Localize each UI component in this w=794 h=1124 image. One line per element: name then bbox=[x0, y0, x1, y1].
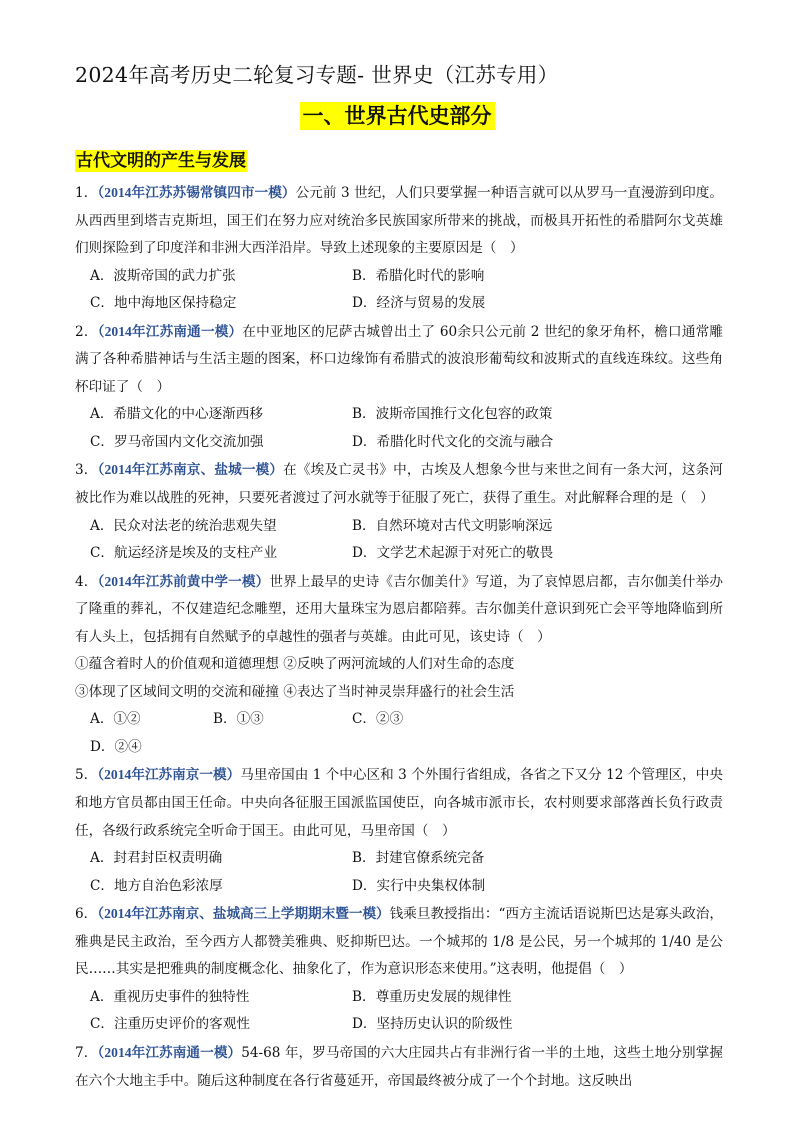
question-stem bbox=[75, 318, 723, 402]
answer-option[interactable]: D．实行中央集权体制 bbox=[352, 877, 486, 894]
answer-option[interactable]: A．重视历史事件的独特性 bbox=[90, 988, 250, 1005]
question-number: 2． bbox=[75, 323, 98, 340]
question bbox=[75, 456, 723, 567]
answer-options bbox=[75, 263, 723, 318]
document-title: 2024年高考历史二轮复习专题- 世界史（江苏专用） bbox=[75, 63, 559, 87]
question-stem bbox=[75, 761, 723, 845]
question-text: 世界上最早的史诗《吉尔伽美什》写道，为了哀悼恩启都，吉尔伽美什举办了隆重的葬礼，不仅建造纪念雕塑，还用大量珠宝为恩启都陪葬。吉尔伽美什意识到死亡会平等地降临到所有人头上，包括拥有自然赋予的卓越性的强者与英雄。由此可见，该史诗（ ） bbox=[75, 573, 723, 645]
question-source: （2014年江苏南通一模） bbox=[97, 1044, 242, 1060]
answer-options bbox=[75, 845, 723, 900]
answer-option[interactable]: B．尊重历史发展的规律性 bbox=[352, 988, 512, 1005]
question-number: 6． bbox=[75, 906, 98, 923]
statement: ①蕴含着时人的价值观和道德理想 ②反映了两河流域的人们对生命的态度 bbox=[75, 656, 515, 673]
question-source: （2014年江苏南京、盐城一模） bbox=[97, 462, 284, 478]
answer-option[interactable]: D．经济与贸易的发展 bbox=[352, 295, 486, 312]
answer-option[interactable]: D．坚持历史认识的阶级性 bbox=[352, 1016, 513, 1033]
question-text: 公元前 3 世纪，人们只要掌握一种语言就可以从罗马一直漫游到印度。从西西里到塔吉克斯坦，国王们在努力应对统治多民族国家所带来的挑战，而极具开拓性的希腊阿尔戈英雄们则探险到了印度洋和非洲大西洋沿岸。导致上述现象的主要原因是（ ） bbox=[75, 185, 724, 257]
question-stem bbox=[75, 179, 723, 263]
answer-option[interactable]: C．航运经济是埃及的支柱产业 bbox=[90, 545, 278, 562]
question-source: （2014年江苏前黄中学一模） bbox=[97, 573, 270, 589]
question-stem bbox=[75, 568, 723, 652]
question-number: 1． bbox=[75, 185, 98, 201]
question-text: 钱乘旦教授指出：“西方主流话语说斯巴达是寡头政治，雅典是民主政治，至今西方人都赞美雅典、贬抑斯巴达。一个城邦的 1/8 是公民，另一个城邦的 1/40 是公民……其实是把雅典的制度概念化、抽象化了，作为意识形态来使用。”这表明，他提倡（ ） bbox=[75, 906, 723, 978]
answer-option[interactable]: B．自然环境对古代文明影响深远 bbox=[352, 517, 553, 534]
answer-option[interactable]: C．地中海地区保持稳定 bbox=[90, 295, 237, 312]
question-stem bbox=[75, 1039, 723, 1095]
question-number: 4． bbox=[75, 573, 98, 590]
answer-option[interactable]: C．罗马帝国内文化交流加强 bbox=[90, 433, 264, 450]
answer-option[interactable]: D．希腊化时代文化的交流与融合 bbox=[352, 433, 554, 450]
question-list bbox=[75, 179, 723, 1095]
answer-option[interactable]: D．②④ bbox=[90, 738, 142, 755]
statement: ③体现了区域间文明的交流和碰撞 ④表达了当时神灵崇拜盛行的社会生活 bbox=[75, 683, 515, 700]
question-source: （2014年江苏南京一模） bbox=[97, 767, 241, 783]
answer-option[interactable]: B．①③ bbox=[213, 711, 264, 728]
answer-options bbox=[75, 706, 723, 761]
question bbox=[75, 900, 723, 1039]
question-text: 在中亚地区的尼萨古城曾出土了 60余只公元前 2 世纪的象牙角杯，檐口通常雕满了各种希腊神话与生活主题的图案，杯口边缘饰有希腊式的波浪形葡萄纹和波斯式的直线连珠纹。这些角杯印证了（ ） bbox=[75, 323, 723, 395]
answer-option[interactable]: A．①② bbox=[90, 711, 141, 728]
answer-option[interactable]: C．地方自治色彩浓厚 bbox=[90, 877, 223, 894]
question bbox=[75, 179, 723, 318]
subsection-heading-text: 古代文明的产生与发展 bbox=[76, 151, 246, 171]
question-source: （2014年江苏南京、盐城高三上学期期末暨一模） bbox=[97, 906, 390, 922]
answer-option[interactable]: B．希腊化时代的影响 bbox=[352, 267, 485, 284]
answer-options bbox=[75, 401, 723, 456]
question-text: 54-68 年，罗马帝国的六大庄园共占有非洲行省一半的土地，这些土地分别掌握在六个大地主手中。随后这种制度在各行省蔓延开，帝国最终被分成了一个个封地。这反映出 bbox=[75, 1044, 723, 1089]
question-text: 在《埃及亡灵书》中，古埃及人想象今世与来世之间有一条大河，这条河被比作为难以战胜的死神，只要死者渡过了河水就等于征服了死亡，获得了重生。对此解释合理的是（ ） bbox=[75, 462, 723, 507]
answer-options bbox=[75, 513, 723, 568]
answer-option[interactable]: A．希腊文化的中心逐渐西移 bbox=[90, 406, 263, 423]
answer-option[interactable]: C．②③ bbox=[352, 711, 404, 728]
answer-options bbox=[75, 984, 723, 1039]
question-stem bbox=[75, 456, 723, 512]
question bbox=[75, 761, 723, 900]
question-stem bbox=[75, 900, 723, 984]
section-heading-text: 一、世界古代史部分 bbox=[300, 102, 495, 130]
answer-option[interactable]: D．文学艺术起源于对死亡的敬畏 bbox=[352, 545, 554, 562]
question bbox=[75, 1039, 723, 1095]
answer-option[interactable]: A．波斯帝国的武力扩张 bbox=[90, 267, 236, 284]
section-heading bbox=[0, 100, 794, 130]
question-number: 5． bbox=[75, 767, 98, 784]
question-text: 马里帝国由 1 个中心区和 3 个外围行省组成，各省之下又分 12 个管理区，中央和地方官员都由国王任命。中央向各征服王国派监国使臣，向各城市派市长，农村则要求部落酋长负行政责任，各级行政系统完全听命于国王。由此可见，马里帝国（ ） bbox=[75, 767, 723, 839]
statement-list bbox=[75, 651, 723, 706]
question-source: （2014年江苏南通一模） bbox=[97, 323, 243, 339]
question bbox=[75, 318, 723, 457]
question-number: 7． bbox=[75, 1044, 98, 1061]
answer-option[interactable]: A．封君封臣权责明确 bbox=[90, 850, 223, 867]
answer-option[interactable]: C．注重历史评价的客观性 bbox=[90, 1016, 250, 1033]
question-source: （2014年江苏苏锡常镇四市一模） bbox=[97, 185, 296, 200]
subsection-heading bbox=[75, 146, 247, 171]
question bbox=[75, 568, 723, 762]
answer-option[interactable]: B．封建官僚系统完备 bbox=[352, 850, 485, 867]
question-number: 3． bbox=[75, 462, 98, 479]
answer-option[interactable]: B．波斯帝国推行文化包容的政策 bbox=[352, 406, 553, 423]
answer-option[interactable]: A．民众对法老的统治悲观失望 bbox=[90, 517, 277, 534]
